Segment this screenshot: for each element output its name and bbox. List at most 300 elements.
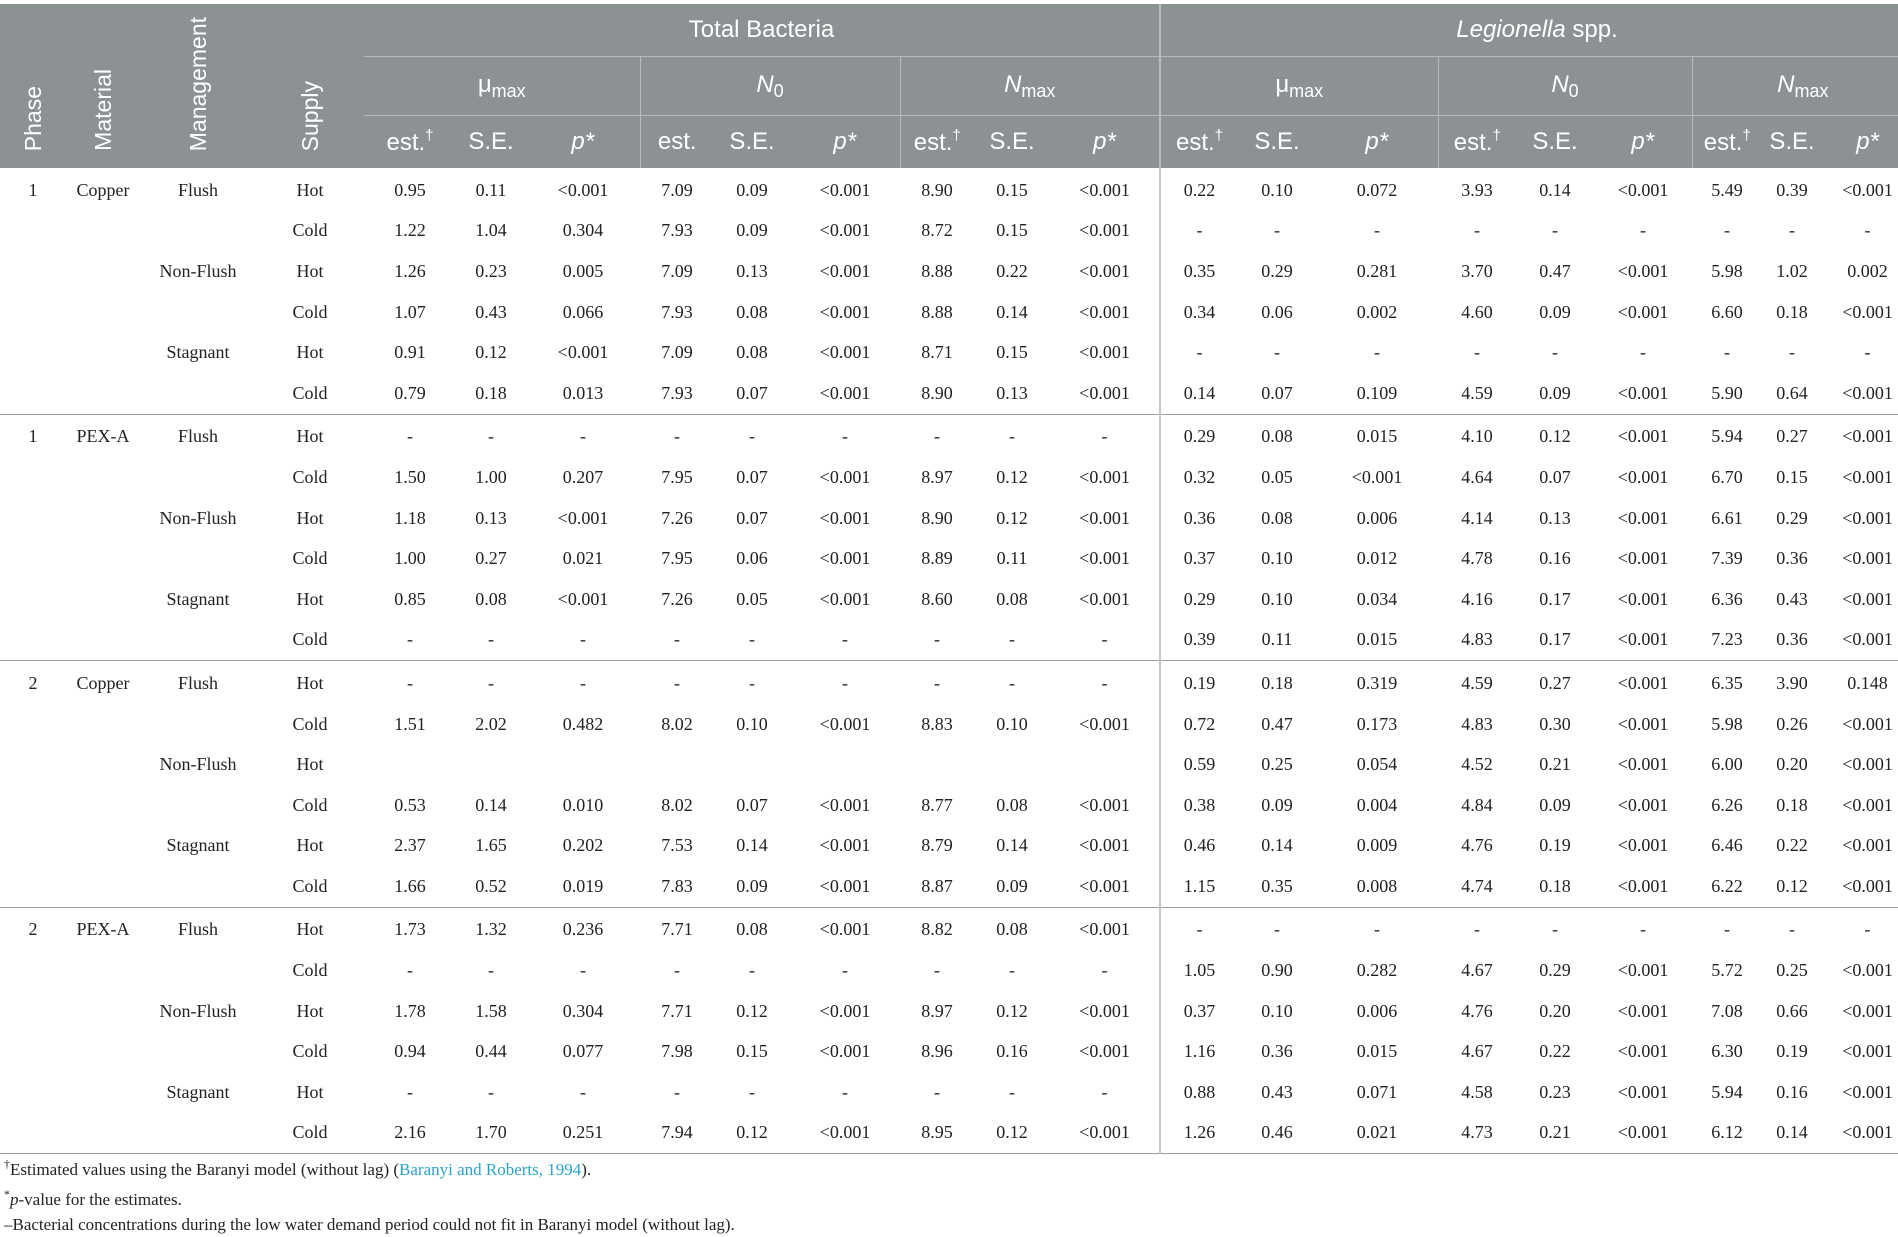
table-cell: 0.17	[1516, 620, 1594, 661]
table-cell: 0.15	[1776, 466, 1808, 487]
table-cell: 0.15	[736, 1041, 768, 1062]
table-row	[0, 620, 1898, 661]
table-cell: 0.236	[562, 919, 604, 940]
table-cell: 0.18	[1516, 866, 1594, 907]
table-cell	[66, 826, 140, 867]
table-cell: <0.001	[790, 1113, 900, 1154]
table-cell	[0, 1031, 66, 1072]
table-cell: 0.09	[736, 220, 768, 241]
table-cell: 0.14	[996, 835, 1028, 856]
table-cell: 7.93	[640, 373, 714, 414]
table-cell	[66, 991, 140, 1032]
table-cell: 0.09	[736, 179, 768, 200]
table-cell: 0.29	[1776, 507, 1808, 528]
table-cell: 0.23	[1539, 1081, 1571, 1102]
table-row	[0, 785, 1898, 826]
table-cell: 1.16	[1160, 1031, 1238, 1072]
table-cell: 2.02	[475, 713, 507, 734]
table-cell: 0.32	[1160, 457, 1238, 498]
table-cell: -	[749, 672, 755, 693]
table-cell	[0, 1113, 66, 1154]
table-cell: -	[900, 620, 974, 661]
table-cell: -	[1160, 907, 1238, 950]
table-cell: 6.00	[1711, 754, 1743, 775]
table-cell	[66, 292, 140, 333]
table-cell: <0.001	[1842, 588, 1893, 609]
table-cell: 7.39	[1711, 548, 1743, 569]
table-cell: 4.14	[1461, 507, 1493, 528]
table-cell	[0, 785, 66, 826]
table-cell: 3.93	[1461, 179, 1493, 200]
table-cell: <0.001	[819, 835, 871, 856]
table-cell: 0.19	[1776, 1041, 1808, 1062]
table-cell: Cold	[256, 866, 364, 907]
table-cell: 0.066	[562, 301, 604, 322]
table-cell: 0.09	[1516, 373, 1594, 414]
table-cell: 5.94	[1711, 1081, 1743, 1102]
table-cell: 4.76	[1461, 1000, 1493, 1021]
table-cell: 8.96	[921, 1041, 953, 1062]
table-cell: 0.13	[974, 373, 1050, 414]
table-cell: 1.00	[394, 548, 426, 569]
table-cell: <0.001	[1617, 1041, 1669, 1062]
table-cell: 6.70	[1711, 466, 1743, 487]
table-cell	[140, 457, 256, 498]
table-cell: 8.89	[921, 548, 953, 569]
leg-n0-se-header: S.E.	[1516, 116, 1594, 169]
table-cell	[66, 373, 140, 414]
table-cell: 0.07	[736, 466, 768, 487]
table-row	[0, 661, 1898, 704]
table-cell	[66, 1072, 140, 1113]
citation-link[interactable]: Baranyi and Roberts, 1994	[399, 1160, 582, 1179]
table-cell: Hot	[296, 179, 324, 200]
table-cell: -	[1474, 220, 1481, 241]
table-cell: Non-Flush	[159, 507, 237, 528]
table-cell	[364, 744, 456, 785]
table-row	[0, 991, 1898, 1032]
table-cell: 8.88	[921, 301, 953, 322]
table-cell: 0.09	[714, 866, 790, 907]
table-cell: -	[488, 672, 494, 693]
table-cell: -	[1009, 672, 1015, 693]
table-cell: <0.001	[1079, 301, 1130, 322]
table-cell: <0.001	[819, 1041, 871, 1062]
table-cell: 6.61	[1711, 507, 1743, 528]
table-cell: 8.88	[921, 260, 953, 281]
table-cell: 0.29	[1261, 260, 1293, 281]
table-cell	[0, 373, 66, 414]
table-cell: 0.20	[1539, 1000, 1571, 1021]
table-cell: Hot	[296, 919, 324, 940]
table-cell	[66, 332, 140, 373]
table-cell: <0.001	[1842, 301, 1893, 322]
table-cell: 2.16	[364, 1113, 456, 1154]
table-cell: 4.16	[1461, 588, 1493, 609]
table-cell: 1.02	[1776, 260, 1808, 281]
table-cell: <0.001	[1617, 754, 1669, 775]
table-cell: 0.21	[1539, 754, 1571, 775]
table-cell: <0.001	[819, 507, 871, 528]
table-cell: 0.07	[736, 794, 768, 815]
table-cell: 0.91	[394, 342, 426, 363]
table-cell: 0.08	[996, 794, 1028, 815]
table-cell: 0.173	[1356, 713, 1398, 734]
table-cell: <0.001	[819, 588, 871, 609]
table-cell: <0.001	[1079, 220, 1130, 241]
table-cell: <0.001	[1822, 373, 1898, 414]
table-cell: -	[674, 1081, 680, 1102]
table-cell: 8.97	[921, 466, 953, 487]
table-cell: 5.90	[1692, 373, 1762, 414]
table-cell: -	[1864, 919, 1871, 940]
table-cell	[0, 211, 66, 252]
header-management: Management	[140, 4, 256, 168]
table-cell: 0.88	[1160, 1072, 1238, 1113]
table-cell: 0.021	[1316, 1113, 1438, 1154]
table-cell	[66, 785, 140, 826]
table-cell: 0.12	[475, 342, 507, 363]
table-cell: 1.05	[1160, 950, 1238, 991]
table-cell: <0.001	[1822, 1113, 1898, 1154]
table-cell: 0.015	[1316, 620, 1438, 661]
table-cell: <0.001	[1079, 835, 1130, 856]
table-cell: 0.90	[1261, 960, 1293, 981]
table-cell: 7.71	[661, 1000, 693, 1021]
table-cell: 4.58	[1461, 1081, 1493, 1102]
table-row	[0, 1113, 1898, 1154]
table-cell: 0.30	[1539, 713, 1571, 734]
table-cell: 0.29	[1160, 414, 1238, 457]
table-cell: <0.001	[1617, 1000, 1669, 1021]
table-cell: -	[674, 960, 680, 981]
table-cell: 7.83	[640, 866, 714, 907]
table-cell: 0.46	[1238, 1113, 1316, 1154]
table-cell	[640, 744, 714, 785]
table-cell: <0.001	[790, 373, 900, 414]
table-cell: 0.10	[1261, 179, 1293, 200]
table-cell: 8.77	[921, 794, 953, 815]
table-cell: -	[407, 960, 413, 981]
table-cell	[0, 538, 66, 579]
table-cell	[0, 744, 66, 785]
table-cell	[140, 620, 256, 661]
table-cell: 0.12	[974, 1113, 1050, 1154]
table-cell: 0.35	[1238, 866, 1316, 907]
table-cell: -	[842, 426, 848, 447]
table-cell: -	[1552, 342, 1559, 363]
table-cell: 0.06	[1261, 301, 1293, 322]
table-cell: 1	[28, 426, 38, 447]
table-cell: 1.78	[394, 1000, 426, 1021]
table-cell: 4.64	[1461, 466, 1493, 487]
table-cell	[0, 826, 66, 867]
table-cell: 0.005	[562, 260, 604, 281]
table-cell: Cold	[292, 713, 328, 734]
table-cell: 2	[28, 672, 38, 693]
table-cell: 0.14	[1160, 373, 1238, 414]
table-cell: -	[934, 426, 940, 447]
table-row	[0, 498, 1898, 539]
table-cell: 4.59	[1461, 672, 1493, 693]
table-cell: 0.12	[996, 466, 1028, 487]
table-cell	[0, 457, 66, 498]
table-cell: Hot	[296, 342, 324, 363]
table-cell	[0, 292, 66, 333]
table-cell: 0.17	[1539, 588, 1571, 609]
table-cell: 7.71	[661, 919, 693, 940]
table-cell: <0.001	[1842, 466, 1893, 487]
table-cell: 0.95	[394, 179, 426, 200]
table-cell: 0.10	[1261, 1000, 1293, 1021]
header-legionella: Legionella spp.	[1160, 4, 1898, 57]
table-cell: <0.001	[819, 220, 871, 241]
table-cell: Stagnant	[166, 1081, 230, 1102]
table-cell: 0.94	[394, 1041, 426, 1062]
table-cell: 1.65	[475, 835, 507, 856]
table-cell: 7.08	[1711, 1000, 1743, 1021]
table-cell: -	[1789, 220, 1796, 241]
table-cell: <0.001	[557, 179, 609, 200]
table-cell: -	[1789, 919, 1796, 940]
table-cell: 0.15	[996, 342, 1028, 363]
table-cell: 8.71	[921, 342, 953, 363]
table-cell: <0.001	[1079, 466, 1130, 487]
table-cell: 8.02	[661, 794, 693, 815]
table-cell: <0.001	[1594, 866, 1692, 907]
table-cell: -	[1274, 919, 1281, 940]
table-cell: -	[1552, 919, 1559, 940]
table-cell: -	[749, 960, 755, 981]
table-cell: 5.94	[1711, 426, 1743, 447]
footnote-estimated: †Estimated values using the Baranyi model (without lag) (Baranyi and Roberts, 1994).	[4, 1157, 592, 1179]
leg-mumax-p-header: p*	[1316, 116, 1438, 169]
table-cell: 0.006	[1356, 1000, 1398, 1021]
table-cell: 8.95	[900, 1113, 974, 1154]
table-cell: 1.22	[394, 220, 426, 241]
table-cell: 0.319	[1356, 672, 1398, 693]
table-cell	[0, 991, 66, 1032]
table-cell: -	[1160, 332, 1238, 373]
table-cell: 0.06	[736, 548, 768, 569]
table-cell: 1.00	[475, 466, 507, 487]
table-cell: 6.26	[1711, 794, 1743, 815]
table-cell: 0.08	[996, 919, 1028, 940]
header-tb-nmax: $N_{max}$	[900, 57, 1160, 116]
table-cell: 6.46	[1711, 835, 1743, 856]
table-cell: -	[1101, 960, 1108, 981]
table-cell: 6.22	[1692, 866, 1762, 907]
table-cell: <0.001	[1842, 754, 1893, 775]
table-cell: 0.79	[364, 373, 456, 414]
table-cell: 0.25	[1261, 754, 1293, 775]
table-cell: 0.36	[1261, 1041, 1293, 1062]
table-cell: 2.37	[394, 835, 426, 856]
table-cell: 0.09	[1539, 301, 1571, 322]
table-cell: Stagnant	[166, 835, 230, 856]
table-cell: 8.60	[921, 588, 953, 609]
table-cell: Hot	[296, 835, 324, 856]
table-cell: 0.36	[1160, 498, 1238, 539]
table-cell: PEX-A	[76, 426, 130, 447]
table-cell: -	[934, 1081, 940, 1102]
header-tb-mumax: $\mu_{max}$	[364, 57, 640, 116]
table-cell: <0.001	[1050, 1113, 1160, 1154]
table-cell: 7.93	[661, 220, 693, 241]
table-cell: -	[488, 1081, 494, 1102]
table-cell: 0.12	[1762, 866, 1822, 907]
table-cell: 5.98	[1711, 713, 1743, 734]
table-cell: <0.001	[1050, 373, 1160, 414]
table-cell: 0.08	[736, 301, 768, 322]
table-cell	[66, 211, 140, 252]
table-cell: Non-Flush	[159, 1000, 237, 1021]
table-cell: 4.67	[1461, 960, 1493, 981]
table-cell: <0.001	[819, 260, 871, 281]
table-cell: 7.53	[661, 835, 693, 856]
table-cell	[0, 620, 66, 661]
table-cell: Cold	[292, 301, 328, 322]
table-cell: 1.66	[364, 866, 456, 907]
table-cell: -	[749, 1081, 755, 1102]
table-cell: 0.12	[996, 507, 1028, 528]
table-cell: 0.12	[1539, 426, 1571, 447]
table-cell: 0.38	[1160, 785, 1238, 826]
table-cell: 7.94	[640, 1113, 714, 1154]
table-cell: 0.23	[475, 260, 507, 281]
header-tb-n0: $N_0$	[640, 57, 900, 116]
table-cell: 0.18	[456, 373, 526, 414]
table-cell: 0.10	[996, 713, 1028, 734]
table-cell: <0.001	[1617, 794, 1669, 815]
table-cell	[66, 950, 140, 991]
table-cell: 0.27	[475, 548, 507, 569]
table-cell: 0.47	[1261, 713, 1293, 734]
table-cell: 0.304	[562, 1000, 604, 1021]
table-cell: -	[456, 620, 526, 661]
table-cell	[66, 1113, 140, 1154]
table-row	[0, 704, 1898, 745]
table-cell: 7.09	[661, 179, 693, 200]
table-cell: Hot	[296, 754, 324, 775]
table-cell: 7.26	[661, 507, 693, 528]
table-cell: -	[488, 960, 494, 981]
table-cell: 0.20	[1776, 754, 1808, 775]
table-cell: 0.077	[562, 1041, 604, 1062]
growth-parameters-table	[0, 4, 1898, 1154]
table-cell: 0.09	[1261, 794, 1293, 815]
table-cell: 4.74	[1438, 866, 1516, 907]
table-cell: 0.35	[1160, 251, 1238, 292]
table-cell: 0.482	[562, 713, 604, 734]
table-cell: 3.70	[1461, 260, 1493, 281]
table-cell: 7.26	[661, 588, 693, 609]
table-cell: 0.14	[475, 794, 507, 815]
table-cell: -	[1640, 220, 1647, 241]
table-cell: <0.001	[1617, 1081, 1669, 1102]
table-cell: <0.001	[819, 919, 871, 940]
leg-nmax-est-header: est.†	[1692, 116, 1762, 169]
table-cell: 0.109	[1316, 373, 1438, 414]
table-cell: 0.08	[1261, 426, 1293, 447]
table-cell: Hot	[296, 672, 324, 693]
table-cell: 0.29	[1160, 579, 1238, 620]
table-cell: 8.90	[921, 507, 953, 528]
table-cell	[66, 620, 140, 661]
table-cell: -	[1101, 672, 1108, 693]
table-cell: 4.67	[1461, 1041, 1493, 1062]
table-cell: 7.95	[661, 466, 693, 487]
table-cell: 0.19	[1160, 661, 1238, 704]
table-cell	[140, 211, 256, 252]
table-cell: -	[580, 426, 586, 447]
table-cell: Flush	[177, 179, 219, 200]
table-cell: 0.10	[1261, 588, 1293, 609]
table-cell: -	[714, 620, 790, 661]
table-cell: -	[580, 672, 586, 693]
table-cell: 4.84	[1461, 794, 1493, 815]
table-cell: 8.97	[921, 1000, 953, 1021]
table-cell: -	[1724, 342, 1731, 363]
table-cell: <0.001	[1822, 620, 1898, 661]
table-cell: 0.07	[1238, 373, 1316, 414]
table-cell: 0.021	[562, 548, 604, 569]
table-cell: 0.07	[1539, 466, 1571, 487]
table-cell: -	[364, 620, 456, 661]
table-cell	[0, 332, 66, 373]
table-cell: -	[407, 1081, 413, 1102]
table-cell: 0.282	[1356, 960, 1398, 981]
tb-n0-est-header: est.	[640, 116, 714, 169]
table-cell: <0.001	[819, 713, 871, 734]
table-cell: -	[674, 672, 680, 693]
table-row	[0, 950, 1898, 991]
table-cell: 0.29	[1539, 960, 1571, 981]
table-cell: <0.001	[1617, 179, 1669, 200]
table-cell: Copper	[76, 179, 130, 200]
table-cell: 2	[28, 919, 38, 940]
table-cell	[140, 1113, 256, 1154]
table-cell: <0.001	[1079, 1000, 1130, 1021]
table-cell: 1.51	[394, 713, 426, 734]
table-cell: <0.001	[1079, 919, 1130, 940]
table-cell: Hot	[296, 260, 324, 281]
table-cell: <0.001	[819, 548, 871, 569]
table-cell: -	[1474, 342, 1481, 363]
table-cell: 0.36	[1762, 620, 1822, 661]
table-cell: 0.14	[1539, 179, 1571, 200]
table-cell	[0, 579, 66, 620]
table-cell: 0.19	[1539, 835, 1571, 856]
leg-mumax-est-header: est.†	[1160, 116, 1238, 169]
table-body	[0, 168, 1898, 1154]
footnote-dash: –Bacterial concentrations during the low water demand period could not fit in Baranyi model (without lag).	[4, 1215, 735, 1234]
table-cell: PEX-A	[76, 919, 130, 940]
table-row	[0, 211, 1898, 252]
table-cell	[140, 785, 256, 826]
table-cell: 0.034	[1356, 588, 1398, 609]
table-cell: <0.001	[790, 866, 900, 907]
header-leg-n0: $N_0$	[1438, 57, 1692, 116]
table-cell	[974, 744, 1050, 785]
table-cell: 0.36	[1776, 548, 1808, 569]
header-supply: Supply	[256, 4, 364, 168]
table-cell: 4.83	[1438, 620, 1516, 661]
table-cell	[66, 579, 140, 620]
table-cell	[140, 292, 256, 333]
table-cell: Cold	[292, 794, 328, 815]
table-cell: <0.001	[819, 179, 871, 200]
